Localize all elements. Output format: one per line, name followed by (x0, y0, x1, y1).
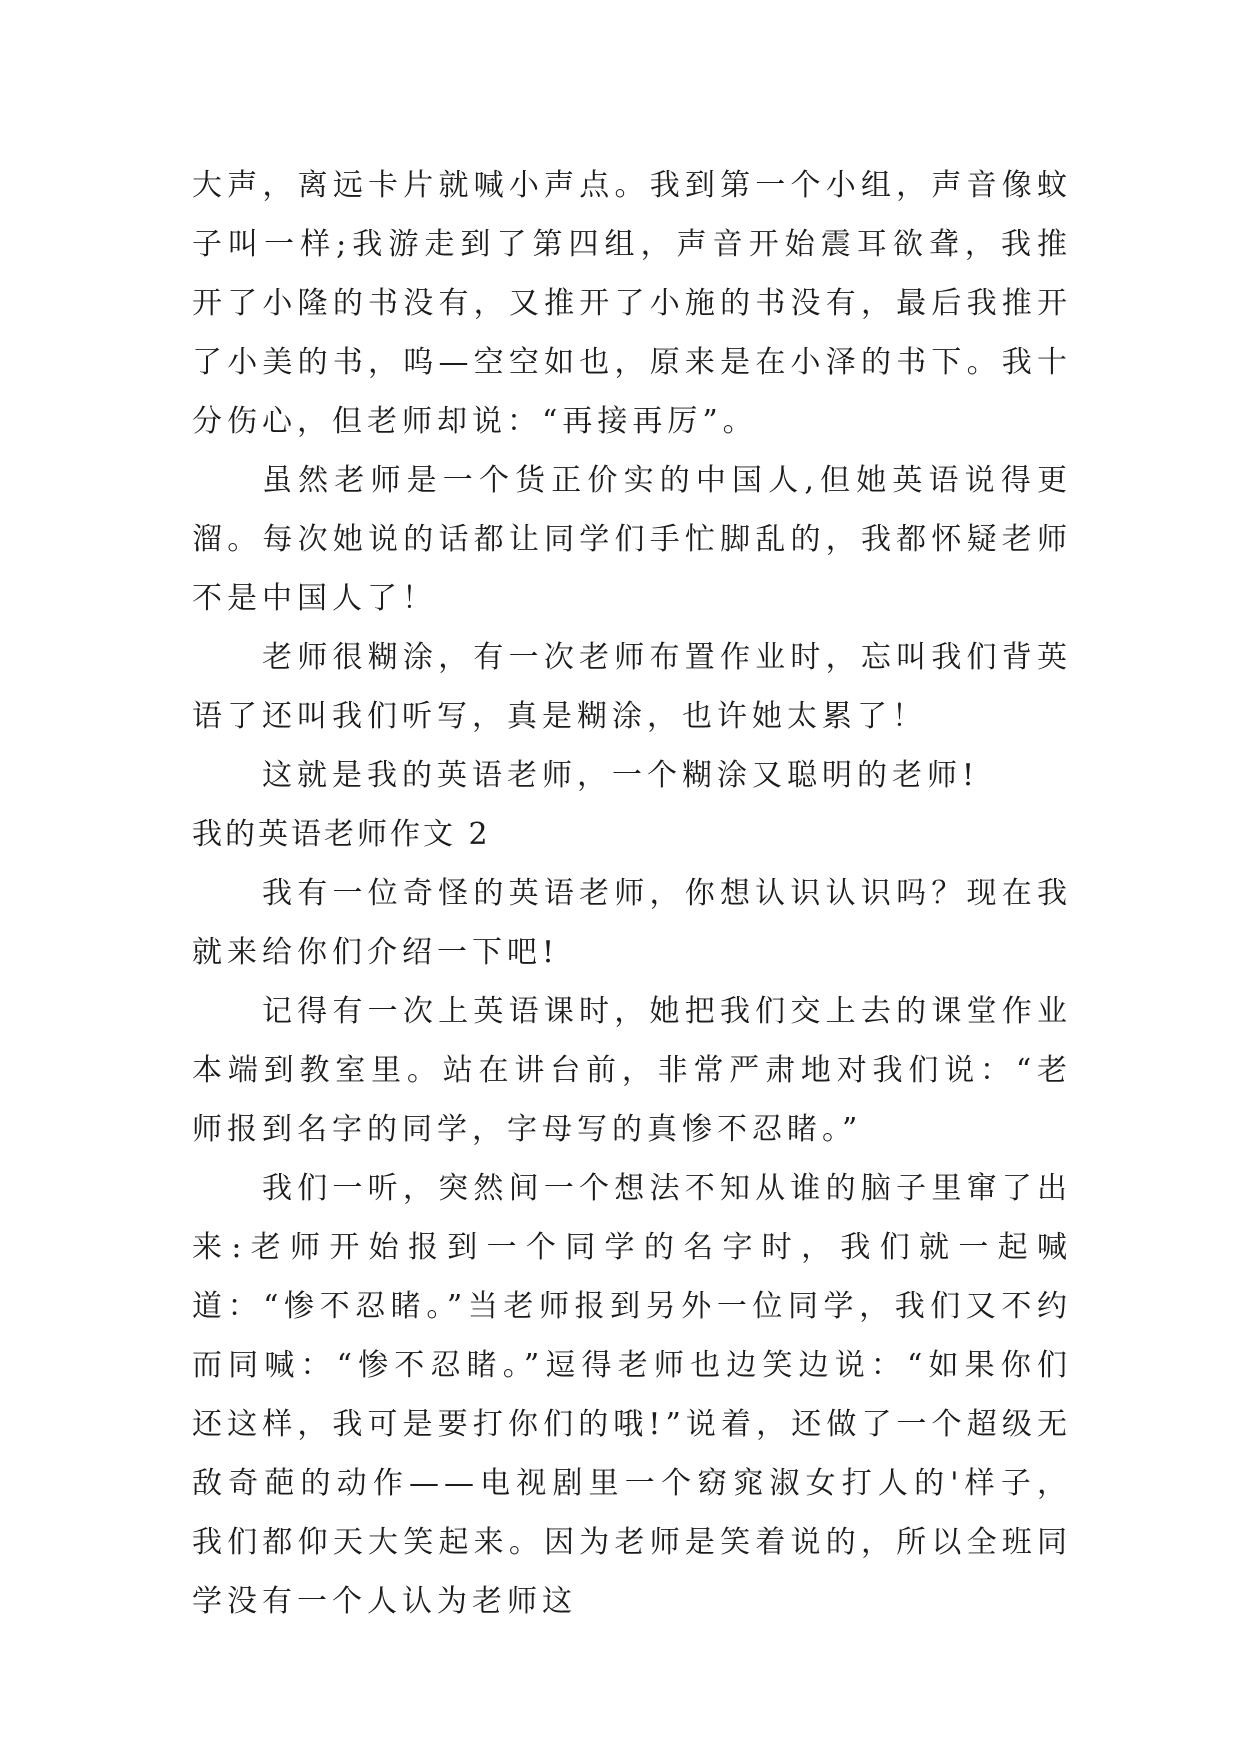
document-body (192, 156, 1072, 1631)
essay-heading: 我的英语老师作文 2 (192, 817, 491, 852)
paragraph: 虽然老师是一个货正价实的中国人,但她英语说得更溜。每次她说的话都让同学们手忙脚乱的，我都怀疑老师不是中国人了！ (192, 463, 1072, 616)
paragraph: 记得有一次上英语课时，她把我们交上去的课堂作业本端到教室里。站在讲台前，非常严肃地对我们说：“老师报到名字的同学，字母写的真惨不忍睹。” (192, 994, 1072, 1147)
paragraph: 老师很糊涂，有一次老师布置作业时，忘叫我们背英语了还叫我们听写，真是糊涂，也许她太累了！ (192, 640, 1072, 734)
paragraph-continued: 大声，离远卡片就喊小声点。我到第一个小组，声音像蚊子叫一样;我游走到了第四组，声音开始震耳欲聋，我推开了小隆的书没有，又推开了小施的书没有，最后我推开了小美的书，呜—空空如也，原来是在小泽的书下。我十分伤心，但老师却说：“再接再厉”。 (192, 168, 1072, 439)
paragraph: 我们一听，突然间一个想法不知从谁的脑子里窜了出来:老师开始报到一个同学的名字时，我们就一起喊道：“惨不忍睹。”当老师报到另外一位同学，我们又不约而同喊：“惨不忍睹。”逗得老师也边笑边说：“如果你们还这样，我可是要打你们的哦!”说着，还做了一个超级无敌奇葩的动作——电视剧里一个窈窕淑女打人的'样子，我们都仰天大笑起来。因为老师是笑着说的，所以全班同学没有一个人认为老师这 (192, 1171, 1072, 1619)
paragraph: 我有一位奇怪的英语老师，你想认识认识吗？现在我就来给你们介绍一下吧! (192, 876, 1072, 970)
paragraph: 这就是我的英语老师，一个糊涂又聪明的老师! (262, 758, 980, 793)
